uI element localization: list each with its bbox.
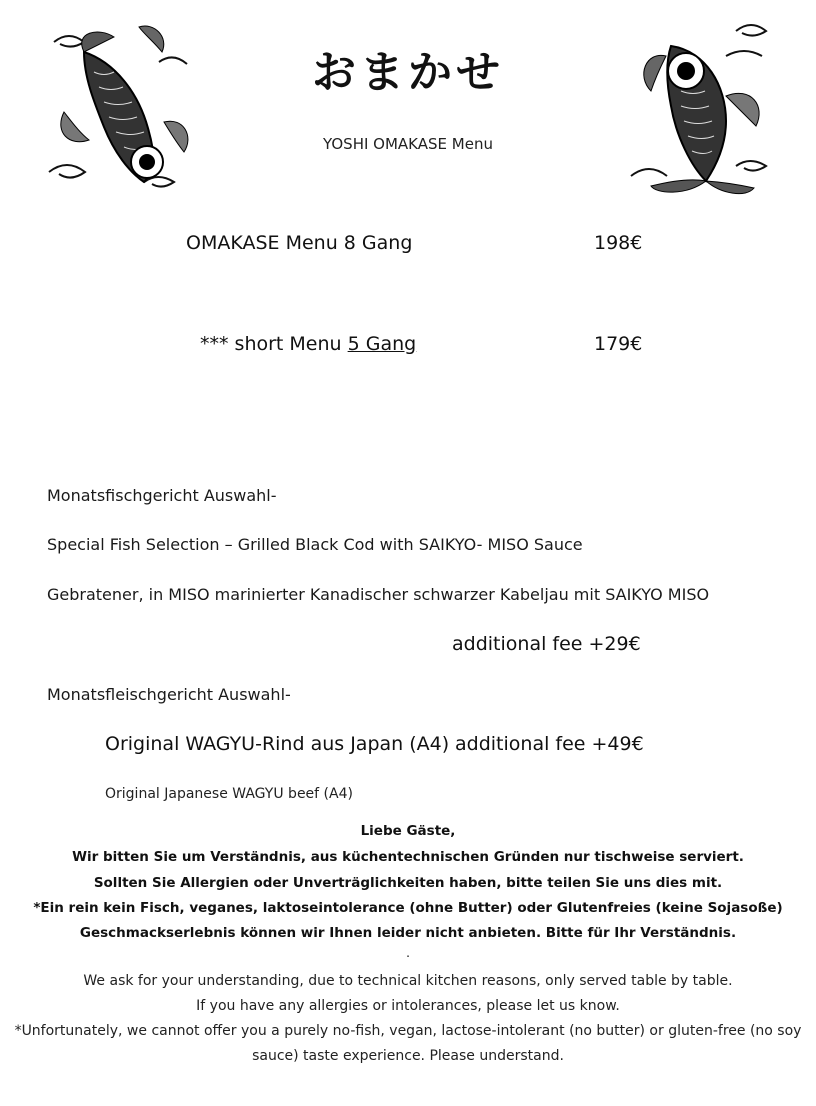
meat-fee: additional fee +49€	[455, 733, 644, 755]
menu-item-price: 179€	[594, 333, 643, 355]
fish-heading: Monatsfischgericht Auswahl-	[47, 486, 277, 505]
notice-de-line: Wir bitten Sie um Verständnis, aus küchentechnischen Gründen nur tischweise serviert.	[72, 849, 744, 865]
notice-en-line: If you have any allergies or intolerances, please let us know.	[196, 998, 620, 1014]
menu-item-price: 198€	[594, 232, 643, 254]
meat-heading: Monatsfleischgericht Auswahl-	[47, 685, 291, 704]
fish-fee: additional fee +29€	[452, 633, 641, 655]
separator-dot: .	[406, 946, 410, 960]
menu-item-courses: 5 Gang	[347, 333, 417, 355]
notice-en-line: We ask for your understanding, due to technical kitchen reasons, only served table by table.	[83, 973, 733, 989]
notice-en-line: sauce) taste experience. Please understand.	[252, 1048, 564, 1064]
meat-line-en: Original Japanese WAGYU beef (A4)	[105, 786, 353, 802]
meat-line-de: Original WAGYU-Rind aus Japan (A4)	[105, 733, 450, 755]
page-subtitle: YOSHI OMAKASE Menu	[323, 135, 493, 153]
menu-item-prefix: *** short Menu	[200, 333, 348, 355]
notice-de-line: *Ein rein kein Fisch, veganes, laktoseintolerance (ohne Butter) oder Glutenfreies (keine Sojasoße)	[33, 900, 783, 916]
notice-de-line: Sollten Sie Allergien oder Unverträglichkeiten haben, bitte teilen Sie uns dies mit.	[93, 875, 723, 891]
notice-de-line: Liebe Gäste,	[360, 823, 456, 839]
notice-de-line: Geschmackserlebnis können wir Ihnen leider nicht anbieten. Bitte für Ihr Verständnis.	[79, 925, 737, 941]
menu-item-name	[200, 333, 416, 355]
menu-item-name: OMAKASE Menu 8 Gang	[186, 232, 413, 254]
notice-en-line: *Unfortunately, we cannot offer you a purely no-fish, vegan, lactose-intolerant (no butter) or gluten-free (no soy	[14, 1023, 802, 1039]
fish-line-en: Special Fish Selection – Grilled Black Cod with SAIKYO- MISO Sauce	[47, 535, 583, 554]
fish-line-de: Gebratener, in MISO marinierter Kanadischer schwarzer Kabeljau mit SAIKYO MISO	[47, 585, 710, 604]
page-title: おまかせ	[312, 47, 504, 98]
